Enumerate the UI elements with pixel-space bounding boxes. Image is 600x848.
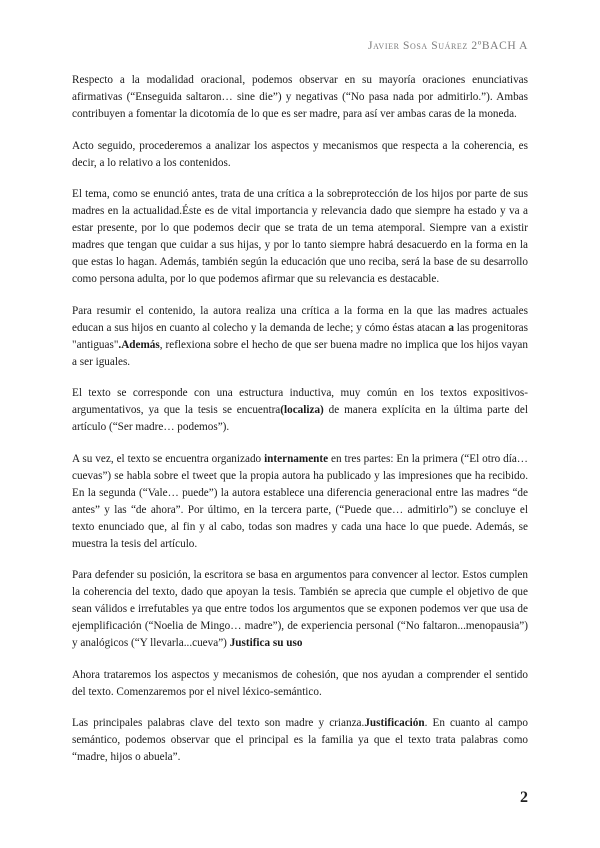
- text-segment: . En cuanto al campo semántico, podemos observar que el principal es la familia ya que el texto trata palabras como “madre, hijos o abuela”.: [72, 717, 528, 763]
- bold-text-segment: .Además: [118, 338, 160, 351]
- text-segment: en tres partes: En la primera (“El otro día… cuevas”) se habla sobre el tweet que la propia autora ha publicado y las impresiones que ha recibido. En la segunda (“Vale… puede”) la autora establece una diferencia generacional entre las madres “de antes” y las “de ahora”. Por último, en la tercera parte, (“Puede que… admitirlo”) se concluye el texto enunciado que, al fin y al cabo, todas son madres y cada una hace lo que puede. Además, se muestra la tesis del artículo.: [72, 452, 528, 550]
- text-segment: Para defender su posición, la escritora se basa en argumentos para convencer al lector. Estos cumplen la coherencia del texto, dado que apoyan la tesis. También se aprecia que cumple el objetivo de que sean válidos e irrefutables ya que entre todos los argumentos que se exponen podemos ver que usa de ejemplificación (“Noelia de Mingo… madre”), de experiencia personal (“No faltaron...menopausia”) y analógicos (“Y llevarla...cueva”): [72, 569, 528, 649]
- paragraph: [72, 186, 528, 288]
- bold-text-segment: (localiza): [280, 404, 324, 416]
- text-segment: de manera explícita en la última parte del artículo (“Ser madre… podemos”).: [72, 404, 528, 433]
- paragraph: [72, 72, 528, 123]
- paragraph: [72, 667, 528, 701]
- bold-text-segment: Justificación: [364, 717, 425, 729]
- text-segment: El tema, como se enunció antes, trata de una crítica a la sobreprotección de los hijos por parte de sus madres en la actualidad.Éste es de vital importancia y relevancia dado que siempre ha estado y va a estar presente, por lo que podemos decir que se trata de un tema atemporal. Siempre van a existir madres que tengan que cuidar a sus hijas, y por lo tanto siempre habrá desacuerdo en la forma en la que estas lo hagan. Además, también según la educación que uno reciba, será la base de su desarrollo como persona adulta, por lo que podemos afirmar que su relevancia es destacable.: [72, 188, 528, 285]
- bold-text-segment: Justifica su uso: [229, 637, 303, 649]
- text-segment: Para resumir el contenido, la autora realiza una crítica a la forma en la que las madres actuales educan a sus hijos en cuanto al colecho y la demanda de leche; y cómo éstas atacan: [72, 304, 528, 334]
- bold-text-segment: internamente: [264, 452, 329, 465]
- paragraph: [72, 303, 528, 371]
- text-segment: las progenitoras "antiguas": [72, 321, 528, 351]
- text-segment: Las principales palabras clave del texto son madre y crianza.: [72, 717, 365, 729]
- paragraph: [72, 567, 528, 652]
- page-number: 2: [520, 789, 528, 806]
- paragraph: [72, 451, 528, 553]
- text-segment: Respecto a la modalidad oracional, podemos observar en su mayoría oraciones enunciativas afirmativas (“Enseguida saltaron… sine die”) y negativas (“No pasa nada por admitirlo.”). Ambas contribuyen a fomentar la dicotomía de lo que es ser madre, para así ver ambas caras de la moneda.: [72, 74, 528, 120]
- text-segment: Ahora trataremos los aspectos y mecanismos de cohesión, que nos ayudan a comprender el sentido del texto. Comenzaremos por el nivel léxico-semántico.: [72, 668, 528, 698]
- document-body: [72, 72, 528, 781]
- paragraph: [72, 715, 528, 766]
- text-segment: El texto se corresponde con una estructura inductiva, muy común en los textos expositivos-argumentativos, ya que la tesis se encuentra: [72, 387, 528, 416]
- text-segment: , reflexiona sobre el hecho de que ser buena madre no implica que los hijos vayan a ser iguales.: [72, 338, 528, 368]
- paragraph: [72, 385, 528, 436]
- text-segment: A su vez, el texto se encuentra organizado: [72, 452, 265, 465]
- bold-text-segment: a: [448, 321, 454, 334]
- running-header: Javier Sosa Suárez 2ºBACH A: [368, 40, 528, 52]
- paragraph: [72, 138, 528, 172]
- text-segment: Acto seguido, procederemos a analizar los aspectos y mecanismos que respecta a la coherencia, es decir, a lo relativo a los contenidos.: [72, 139, 528, 169]
